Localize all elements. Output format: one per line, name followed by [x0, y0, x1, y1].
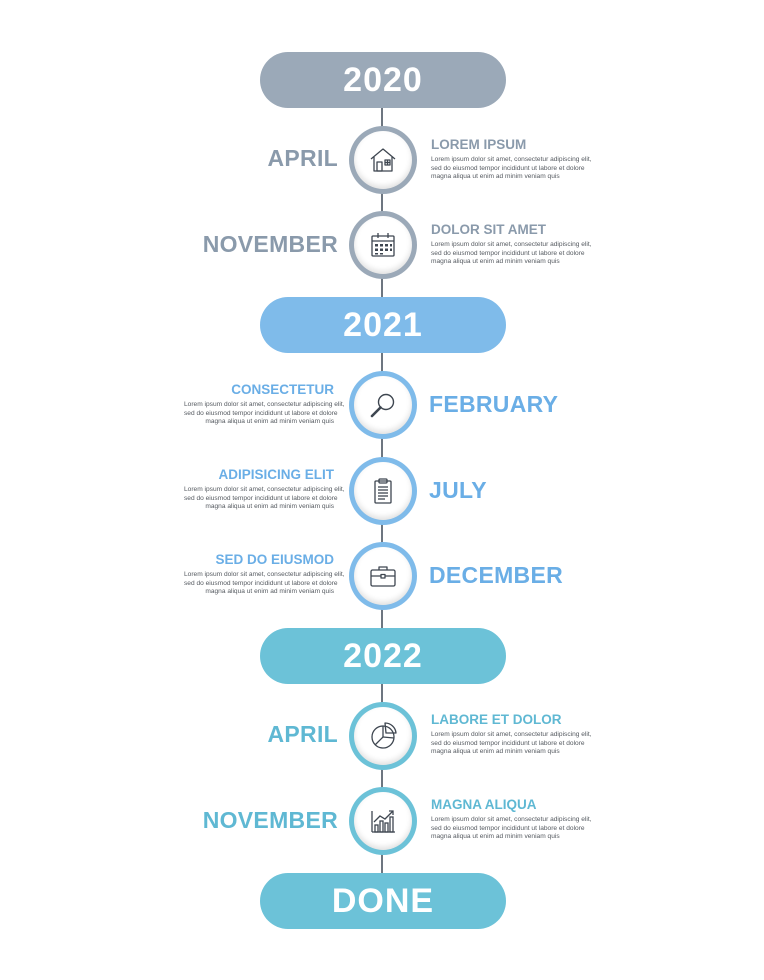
year-2022-pill: 2022 [260, 628, 506, 684]
briefcase-icon [368, 561, 398, 591]
description-line: Lorem ipsum dolor sit amet, consectetur adipiscing elit, [184, 571, 345, 578]
description-line: sed do eiusmod tempor incididunt ut labore et dolore [431, 249, 585, 257]
pie-chart-icon [368, 721, 398, 751]
event-node-4 [349, 542, 417, 610]
clipboard-icon [368, 476, 398, 506]
event-heading: LOREM IPSUM [431, 137, 527, 152]
calendar-icon [368, 230, 398, 260]
event-heading: SED DO EIUSMOD [215, 552, 334, 567]
description-line: magna aliqua ut enim ad minim veniam quis [431, 833, 560, 841]
event-description [431, 816, 592, 842]
event-month-february-2021: FEBRUARY [429, 391, 559, 417]
event-info-3 [184, 467, 345, 512]
done-pill: DONE [260, 873, 506, 929]
event-node-2 [349, 371, 417, 439]
description-line: Lorem ipsum dolor sit amet, consectetur adipiscing elit, [431, 156, 592, 163]
event-info-4 [184, 552, 345, 597]
description-line: magna aliqua ut enim ad minim veniam quis [205, 418, 334, 426]
description-line: sed do eiusmod tempor incididunt ut labore et dolore [184, 494, 338, 502]
event-heading: DOLOR SIT AMET [431, 222, 546, 237]
description-line: sed do eiusmod tempor incididunt ut labore et dolore [431, 824, 585, 832]
event-description [431, 241, 592, 267]
event-heading: ADIPISICING ELIT [218, 467, 334, 482]
event-info-2 [184, 382, 345, 427]
description-line: Lorem ipsum dolor sit amet, consectetur adipiscing elit, [184, 401, 345, 408]
description-line: sed do eiusmod tempor incididunt ut labore et dolore [184, 579, 338, 587]
description-line: Lorem ipsum dolor sit amet, consectetur adipiscing elit, [431, 241, 592, 248]
event-node-0 [349, 126, 417, 194]
description-line: sed do eiusmod tempor incididunt ut labore et dolore [431, 739, 585, 747]
magnifier-icon [368, 390, 398, 420]
description-line: Lorem ipsum dolor sit amet, consectetur adipiscing elit, [431, 731, 592, 738]
description-line: magna aliqua ut enim ad minim veniam quis [205, 503, 334, 511]
event-info-1 [431, 222, 592, 267]
description-line: magna aliqua ut enim ad minim veniam quis [205, 588, 334, 596]
event-description [184, 401, 345, 427]
event-description [184, 571, 345, 597]
event-month-april-2020: APRIL [267, 145, 338, 171]
event-description [184, 486, 345, 512]
event-month-december-2021: DECEMBER [429, 562, 564, 588]
year-2020-pill: 2020 [260, 52, 506, 108]
description-line: sed do eiusmod tempor incididunt ut labore et dolore [431, 164, 585, 172]
house-icon [368, 145, 398, 175]
description-line: magna aliqua ut enim ad minim veniam quis [431, 258, 560, 266]
description-line: Lorem ipsum dolor sit amet, consectetur adipiscing elit, [431, 816, 592, 823]
description-line: magna aliqua ut enim ad minim veniam quis [431, 748, 560, 756]
event-node-1 [349, 211, 417, 279]
event-node-5 [349, 702, 417, 770]
event-heading: MAGNA ALIQUA [431, 797, 537, 812]
event-heading: LABORE ET DOLOR [431, 712, 562, 727]
bar-chart-icon [368, 806, 398, 836]
event-month-july-2021: JULY [429, 477, 487, 503]
event-info-6 [431, 797, 592, 842]
event-month-november-2020: NOVEMBER [202, 231, 338, 257]
event-description [431, 731, 592, 757]
description-line: sed do eiusmod tempor incididunt ut labore et dolore [184, 409, 338, 417]
description-line: Lorem ipsum dolor sit amet, consectetur adipiscing elit, [184, 486, 345, 493]
event-info-0 [431, 137, 592, 182]
year-2021-pill: 2021 [260, 297, 506, 353]
event-description [431, 156, 592, 182]
description-line: magna aliqua ut enim ad minim veniam quis [431, 173, 560, 181]
event-heading: CONSECTETUR [231, 382, 334, 397]
event-node-3 [349, 457, 417, 525]
event-month-april-2022: APRIL [267, 721, 338, 747]
event-month-november-2022: NOVEMBER [202, 807, 338, 833]
event-node-6 [349, 787, 417, 855]
event-info-5 [431, 712, 592, 757]
